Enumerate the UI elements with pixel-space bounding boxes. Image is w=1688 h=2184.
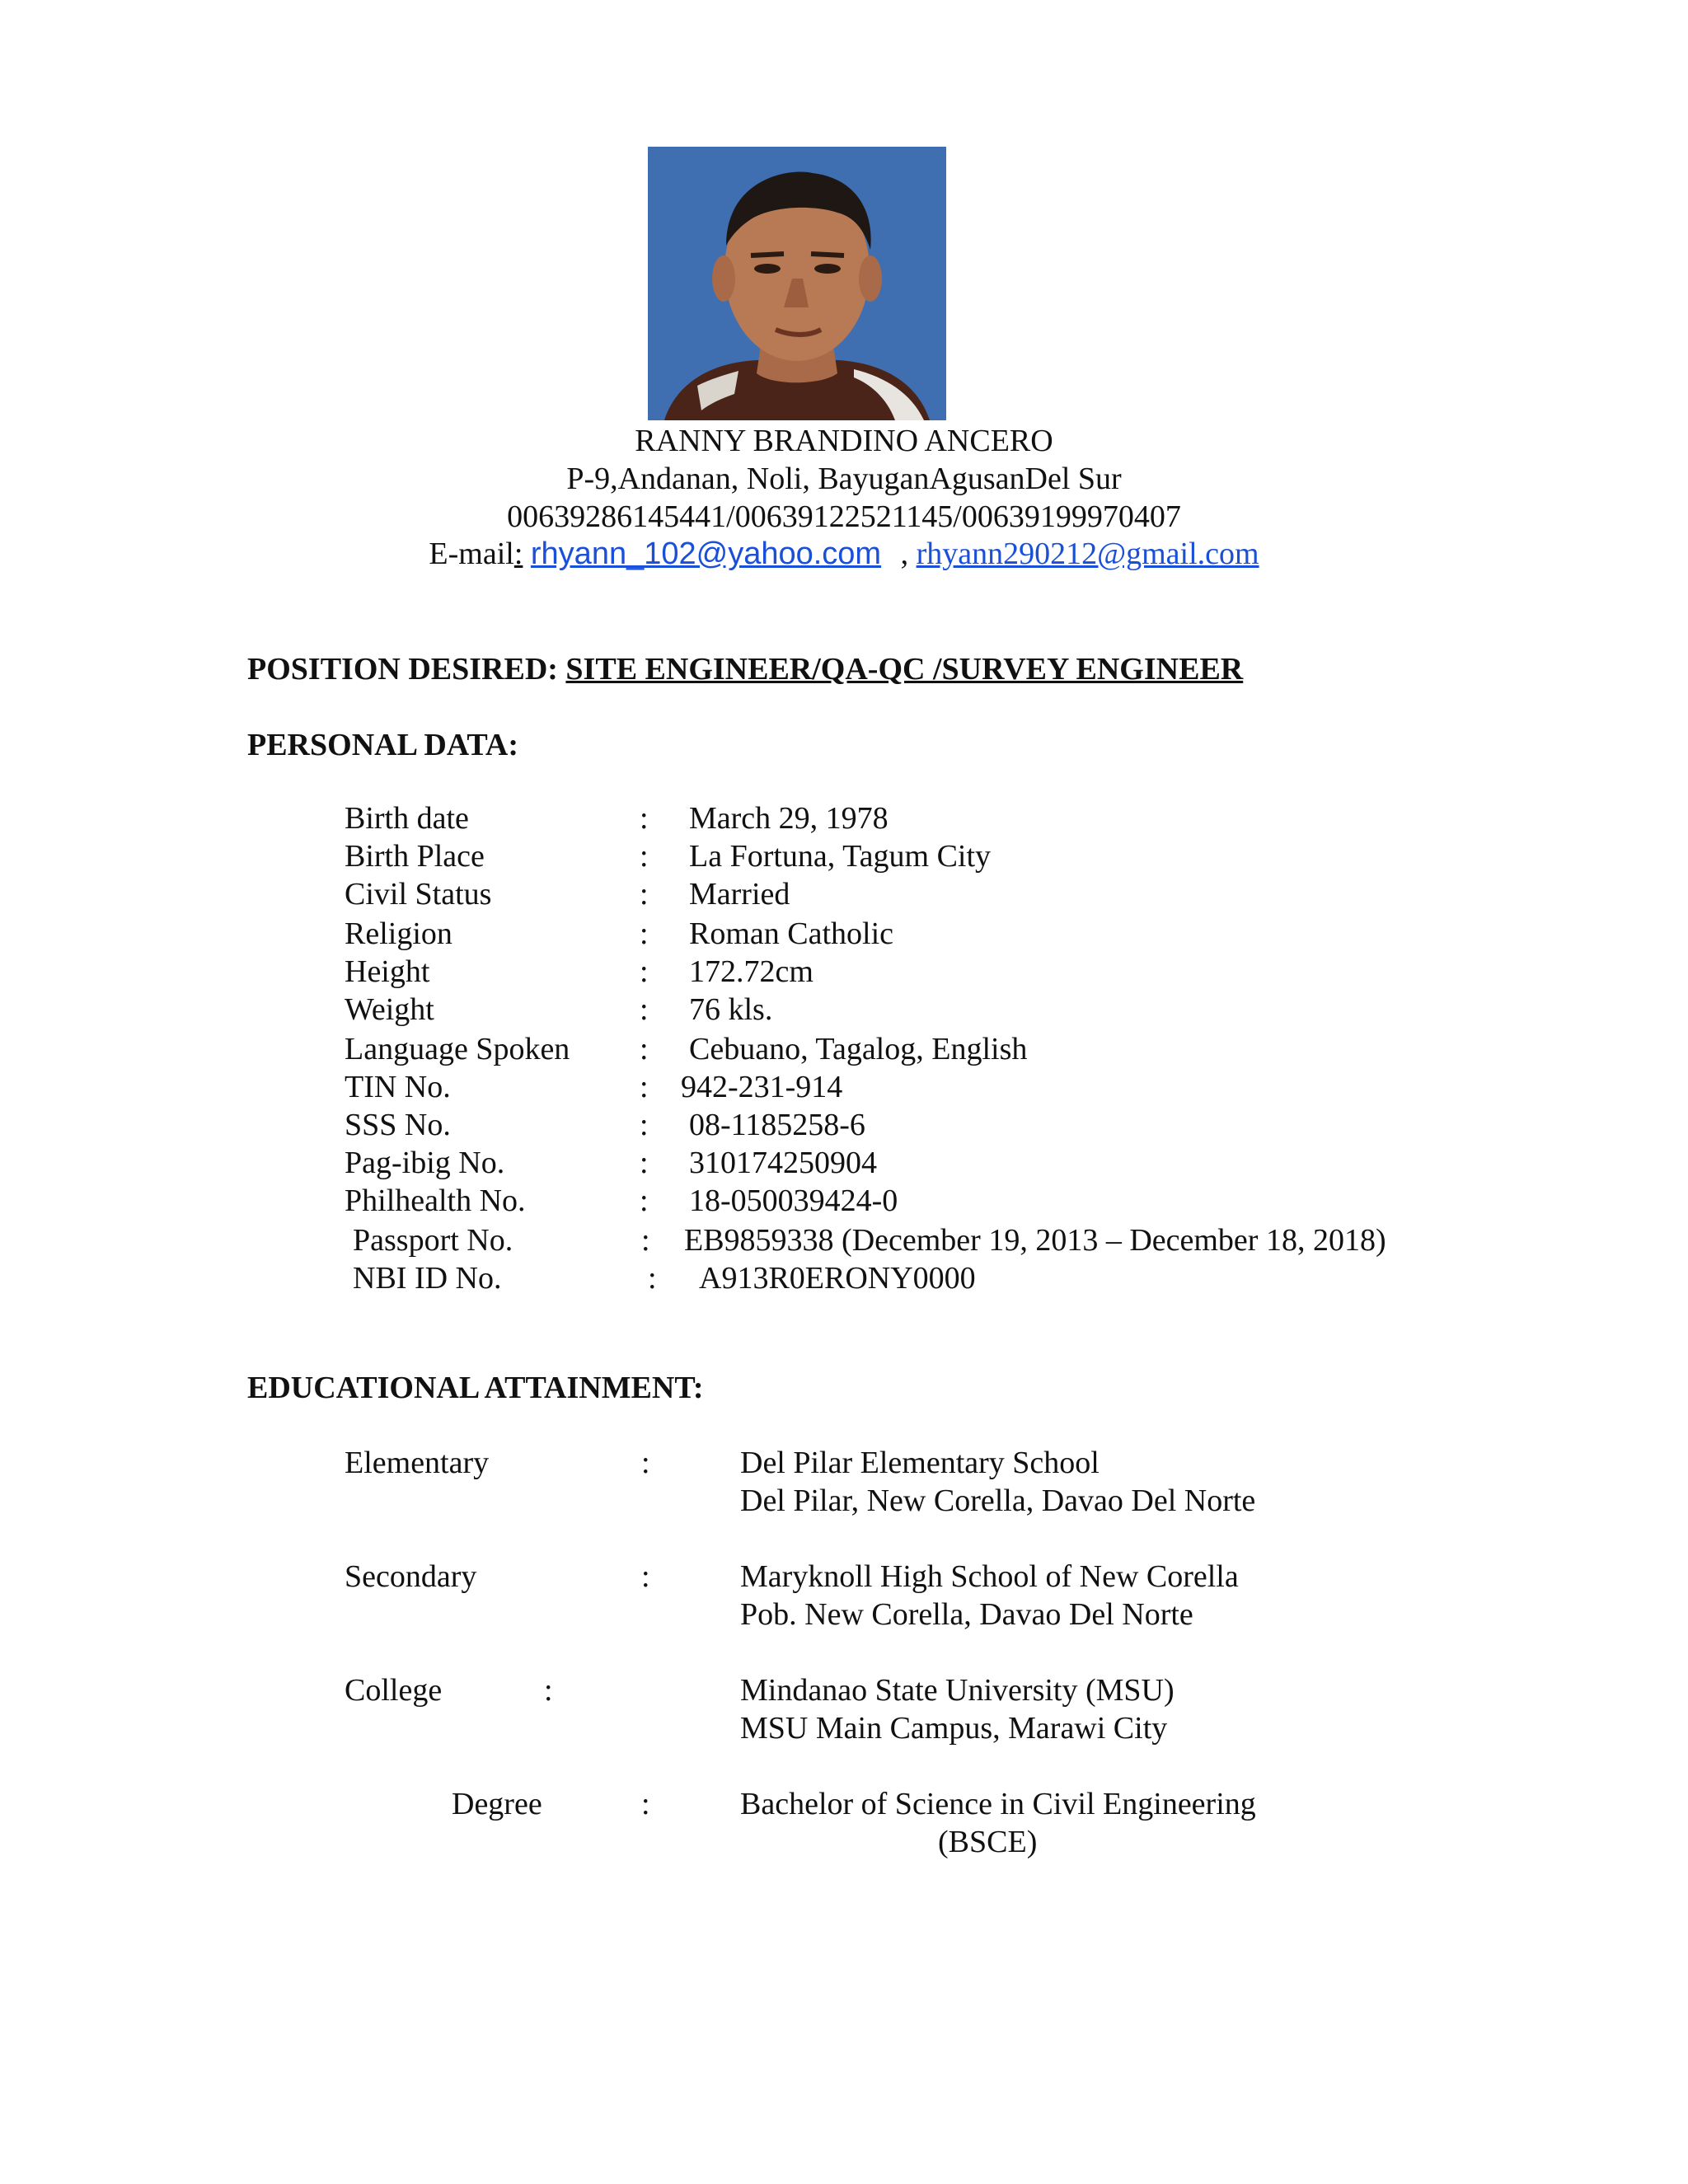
personal-row-colon: : (640, 1108, 649, 1142)
email-separator: , (900, 537, 909, 571)
secondary-colon: : (641, 1559, 650, 1594)
email-link-yahoo[interactable]: rhyann_102@yahoo.com (530, 537, 882, 571)
elementary-school: Del Pilar Elementary School (740, 1446, 1100, 1480)
position-label: POSITION DESIRED: (247, 652, 558, 687)
personal-row-colon: : (640, 877, 649, 912)
applicant-photo (648, 147, 946, 420)
personal-row-label: Civil Status (345, 877, 492, 912)
personal-row-value: 76 kls. (689, 992, 773, 1027)
secondary-address: Pob. New Corella, Davao Del Norte (740, 1597, 1193, 1632)
email-link-gmail[interactable]: rhyann290212@gmail.com (916, 537, 1259, 571)
personal-row-label: Birth date (345, 801, 469, 836)
personal-row-label: Pag-ibig No. (345, 1146, 505, 1180)
personal-row-value: La Fortuna, Tagum City (689, 839, 992, 874)
personal-row-value: EB9859338 (December 19, 2013 – December 18, 2018) (684, 1223, 1386, 1258)
personal-row-colon: : (641, 1223, 650, 1258)
college-colon: : (544, 1673, 553, 1708)
personal-row-colon: : (640, 954, 649, 989)
personal-row-value: A913R0ERONY0000 (699, 1261, 976, 1296)
email-colon: : (513, 537, 523, 571)
personal-row-value: 310174250904 (689, 1146, 877, 1180)
secondary-school: Maryknoll High School of New Corella (740, 1559, 1239, 1594)
personal-row-value: March 29, 1978 (689, 801, 889, 836)
personal-row-value: 08-1185258-6 (689, 1108, 865, 1142)
personal-row-value: Cebuano, Tagalog, English (689, 1032, 1028, 1066)
personal-row-colon: : (640, 1032, 649, 1066)
college-school: Mindanao State University (MSU) (740, 1673, 1175, 1708)
personal-row-value: 172.72cm (689, 954, 814, 989)
personal-row-colon: : (640, 992, 649, 1027)
personal-row-value: Roman Catholic (689, 916, 894, 951)
college-address: MSU Main Campus, Marawi City (740, 1711, 1168, 1746)
personal-row-colon: : (640, 801, 649, 836)
applicant-name: RANNY BRANDINO ANCERO (635, 424, 1053, 458)
personal-row-colon: : (640, 916, 649, 951)
elementary-address: Del Pilar, New Corella, Davao Del Norte (740, 1483, 1256, 1518)
degree-line1: Bachelor of Science in Civil Engineering (740, 1787, 1256, 1821)
education-heading: EDUCATIONAL ATTAINMENT: (247, 1371, 704, 1405)
email-prefix: E-mail (429, 537, 514, 571)
degree-label: Degree (452, 1787, 542, 1821)
applicant-phones: 00639286145441/00639122521145/00639199970407 (507, 499, 1181, 534)
personal-row-label: Language Spoken (345, 1032, 570, 1066)
personal-row-value: 18-050039424-0 (689, 1183, 898, 1218)
applicant-address: P-9,Andanan, Noli, BayuganAgusanDel Sur (566, 462, 1122, 496)
personal-row-label: TIN No. (345, 1070, 451, 1104)
position-desired (247, 651, 1243, 687)
degree-colon: : (641, 1787, 650, 1821)
personal-row-colon: : (640, 1146, 649, 1180)
personal-row-label: Birth Place (345, 839, 485, 874)
personal-row-label: Philhealth No. (345, 1183, 526, 1218)
degree-line2: (BSCE) (938, 1825, 1038, 1859)
personal-row-colon: : (640, 1183, 649, 1218)
personal-data-heading: PERSONAL DATA: (247, 728, 519, 762)
personal-row-colon: : (640, 1070, 649, 1104)
college-label: College (345, 1673, 443, 1708)
elementary-label: Elementary (345, 1446, 490, 1480)
personal-row-label: Passport No. (353, 1223, 513, 1258)
personal-row-label: Religion (345, 916, 452, 951)
elementary-colon: : (641, 1446, 650, 1480)
email-line (0, 536, 1688, 572)
personal-row-value: Married (689, 877, 790, 912)
personal-row-label: SSS No. (345, 1108, 451, 1142)
personal-row-colon: : (640, 839, 649, 874)
secondary-label: Secondary (345, 1559, 477, 1594)
personal-row-colon: : (648, 1261, 657, 1296)
personal-row-label: Weight (345, 992, 434, 1027)
position-value: SITE ENGINEER/QA-QC /SURVEY ENGINEER (565, 652, 1244, 687)
personal-row-value: 942-231-914 (681, 1070, 843, 1104)
personal-row-label: NBI ID No. (353, 1261, 502, 1296)
personal-row-label: Height (345, 954, 430, 989)
